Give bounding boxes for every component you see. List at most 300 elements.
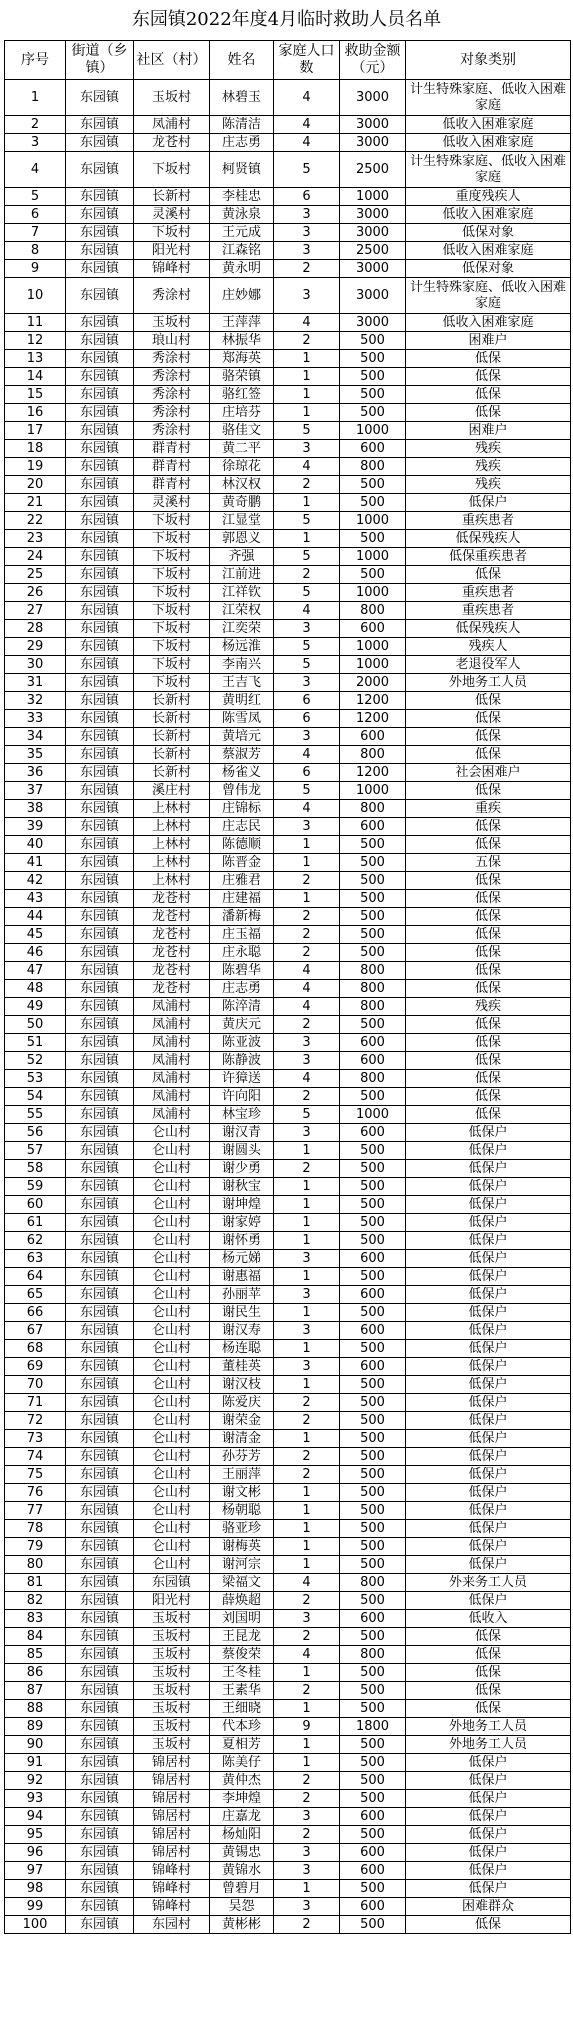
cell-community: 锦居村 xyxy=(134,1754,210,1772)
cell-index: 21 xyxy=(5,494,66,512)
cell-community: 仑山村 xyxy=(134,1124,210,1142)
cell-amount: 600 xyxy=(340,1808,406,1826)
cell-street: 东园镇 xyxy=(66,1754,134,1772)
cell-street: 东园镇 xyxy=(66,872,134,890)
cell-index: 54 xyxy=(5,1088,66,1106)
cell-community: 秀涂村 xyxy=(134,386,210,404)
table-row xyxy=(5,638,571,656)
table-row xyxy=(5,1196,571,1214)
table-row xyxy=(5,1448,571,1466)
cell-amount: 500 xyxy=(340,1916,406,1934)
cell-name: 骆亚珍 xyxy=(210,1520,274,1538)
cell-index: 56 xyxy=(5,1124,66,1142)
cell-family-size: 4 xyxy=(274,458,340,476)
cell-category: 低保户 xyxy=(406,1880,571,1898)
cell-category: 低保 xyxy=(406,836,571,854)
cell-amount: 500 xyxy=(340,1538,406,1556)
cell-family-size: 2 xyxy=(274,1790,340,1808)
cell-family-size: 4 xyxy=(274,746,340,764)
cell-community: 上林村 xyxy=(134,818,210,836)
cell-family-size: 2 xyxy=(274,1160,340,1178)
cell-index: 58 xyxy=(5,1160,66,1178)
cell-community: 锦居村 xyxy=(134,1808,210,1826)
cell-index: 66 xyxy=(5,1304,66,1322)
cell-street: 东园镇 xyxy=(66,1394,134,1412)
cell-street: 东园镇 xyxy=(66,674,134,692)
cell-amount: 600 xyxy=(340,1358,406,1376)
cell-family-size: 4 xyxy=(274,980,340,998)
cell-amount: 500 xyxy=(340,908,406,926)
cell-index: 44 xyxy=(5,908,66,926)
cell-category: 低保户 xyxy=(406,1142,571,1160)
cell-name: 谢家婷 xyxy=(210,1214,274,1232)
cell-index: 42 xyxy=(5,872,66,890)
cell-amount: 500 xyxy=(340,1088,406,1106)
cell-amount: 800 xyxy=(340,1646,406,1664)
cell-category: 低保对象 xyxy=(406,224,571,242)
cell-street: 东园镇 xyxy=(66,584,134,602)
cell-amount: 500 xyxy=(340,1754,406,1772)
cell-community: 秀涂村 xyxy=(134,404,210,422)
cell-category: 低保户 xyxy=(406,1286,571,1304)
cell-index: 94 xyxy=(5,1808,66,1826)
cell-street: 东园镇 xyxy=(66,1556,134,1574)
cell-index: 40 xyxy=(5,836,66,854)
table-row xyxy=(5,1214,571,1232)
cell-category: 低保 xyxy=(406,890,571,908)
cell-name: 黄明红 xyxy=(210,692,274,710)
cell-amount: 500 xyxy=(340,944,406,962)
cell-street: 东园镇 xyxy=(66,1898,134,1916)
cell-street: 东园镇 xyxy=(66,1700,134,1718)
table-row xyxy=(5,422,571,440)
cell-family-size: 9 xyxy=(274,1718,340,1736)
cell-community: 上林村 xyxy=(134,872,210,890)
table-row xyxy=(5,530,571,548)
table-body xyxy=(5,80,571,1934)
cell-community: 龙苍村 xyxy=(134,890,210,908)
cell-street: 东园镇 xyxy=(66,710,134,728)
cell-amount: 500 xyxy=(340,350,406,368)
cell-street: 东园镇 xyxy=(66,188,134,206)
cell-index: 46 xyxy=(5,944,66,962)
cell-family-size: 1 xyxy=(274,1268,340,1286)
cell-name: 庄志勇 xyxy=(210,134,274,152)
cell-name: 骆红签 xyxy=(210,386,274,404)
cell-category: 低保户 xyxy=(406,1340,571,1358)
cell-name: 庄玉福 xyxy=(210,926,274,944)
cell-street: 东园镇 xyxy=(66,1196,134,1214)
cell-index: 36 xyxy=(5,764,66,782)
cell-name: 庄建福 xyxy=(210,890,274,908)
cell-community: 凤浦村 xyxy=(134,1088,210,1106)
cell-index: 25 xyxy=(5,566,66,584)
cell-street: 东园镇 xyxy=(66,944,134,962)
cell-community: 凤浦村 xyxy=(134,1016,210,1034)
cell-community: 群青村 xyxy=(134,440,210,458)
cell-index: 48 xyxy=(5,980,66,998)
cell-name: 黄彬彬 xyxy=(210,1916,274,1934)
cell-category: 计生特殊家庭、低收入困难家庭 xyxy=(406,152,571,188)
cell-name: 黄泳泉 xyxy=(210,206,274,224)
cell-name: 王素华 xyxy=(210,1682,274,1700)
cell-name: 骆荣镇 xyxy=(210,368,274,386)
cell-community: 仑山村 xyxy=(134,1250,210,1268)
cell-index: 62 xyxy=(5,1232,66,1250)
cell-family-size: 1 xyxy=(274,1340,340,1358)
table-row xyxy=(5,332,571,350)
cell-family-size: 1 xyxy=(274,386,340,404)
cell-community: 仑山村 xyxy=(134,1376,210,1394)
cell-amount: 600 xyxy=(340,620,406,638)
cell-community: 上林村 xyxy=(134,836,210,854)
cell-family-size: 3 xyxy=(274,674,340,692)
cell-community: 下坂村 xyxy=(134,566,210,584)
table-row xyxy=(5,1322,571,1340)
cell-family-size: 3 xyxy=(274,1250,340,1268)
table-row xyxy=(5,242,571,260)
table-row xyxy=(5,872,571,890)
cell-amount: 1000 xyxy=(340,422,406,440)
cell-street: 东园镇 xyxy=(66,854,134,872)
cell-street: 东园镇 xyxy=(66,80,134,116)
cell-street: 东园镇 xyxy=(66,980,134,998)
cell-name: 黄培元 xyxy=(210,728,274,746)
cell-index: 51 xyxy=(5,1034,66,1052)
cell-street: 东园镇 xyxy=(66,1088,134,1106)
cell-community: 灵溪村 xyxy=(134,206,210,224)
header-community: 社区（村） xyxy=(134,41,210,80)
cell-street: 东园镇 xyxy=(66,1592,134,1610)
table-row xyxy=(5,1412,571,1430)
cell-family-size: 1 xyxy=(274,890,340,908)
table-row xyxy=(5,1898,571,1916)
cell-index: 84 xyxy=(5,1628,66,1646)
cell-family-size: 4 xyxy=(274,80,340,116)
cell-community: 长新村 xyxy=(134,728,210,746)
cell-community: 玉坂村 xyxy=(134,314,210,332)
cell-street: 东园镇 xyxy=(66,512,134,530)
table-row xyxy=(5,206,571,224)
table-row xyxy=(5,1538,571,1556)
cell-index: 37 xyxy=(5,782,66,800)
cell-street: 东园镇 xyxy=(66,440,134,458)
cell-street: 东园镇 xyxy=(66,818,134,836)
cell-name: 谢少勇 xyxy=(210,1160,274,1178)
cell-category: 低保 xyxy=(406,1664,571,1682)
cell-category: 低保 xyxy=(406,1646,571,1664)
cell-community: 锦居村 xyxy=(134,1790,210,1808)
cell-amount: 3000 xyxy=(340,206,406,224)
cell-family-size: 3 xyxy=(274,1034,340,1052)
cell-community: 仑山村 xyxy=(134,1484,210,1502)
cell-index: 31 xyxy=(5,674,66,692)
cell-index: 80 xyxy=(5,1556,66,1574)
cell-category: 低收入 xyxy=(406,1610,571,1628)
table-row xyxy=(5,620,571,638)
cell-name: 庄培芬 xyxy=(210,404,274,422)
cell-family-size: 2 xyxy=(274,476,340,494)
cell-name: 许向阳 xyxy=(210,1088,274,1106)
cell-category: 低保 xyxy=(406,962,571,980)
cell-family-size: 2 xyxy=(274,1592,340,1610)
table-row xyxy=(5,710,571,728)
cell-amount: 1800 xyxy=(340,1718,406,1736)
cell-category: 低保 xyxy=(406,368,571,386)
cell-amount: 500 xyxy=(340,1826,406,1844)
cell-category: 低保 xyxy=(406,908,571,926)
cell-name: 陈清洁 xyxy=(210,116,274,134)
cell-family-size: 1 xyxy=(274,1754,340,1772)
table-row xyxy=(5,1574,571,1592)
cell-amount: 500 xyxy=(340,1394,406,1412)
cell-index: 86 xyxy=(5,1664,66,1682)
cell-family-size: 1 xyxy=(274,1484,340,1502)
cell-amount: 500 xyxy=(340,1700,406,1718)
table-row xyxy=(5,440,571,458)
cell-index: 20 xyxy=(5,476,66,494)
cell-amount: 600 xyxy=(340,1124,406,1142)
table-row xyxy=(5,1178,571,1196)
cell-category: 外地务工人员 xyxy=(406,674,571,692)
cell-name: 林汉权 xyxy=(210,476,274,494)
cell-name: 陈爱庆 xyxy=(210,1394,274,1412)
cell-amount: 3000 xyxy=(340,80,406,116)
cell-community: 仑山村 xyxy=(134,1412,210,1430)
cell-category: 困难群众 xyxy=(406,1898,571,1916)
cell-street: 东园镇 xyxy=(66,242,134,260)
cell-category: 低保户 xyxy=(406,1232,571,1250)
cell-index: 13 xyxy=(5,350,66,368)
cell-name: 陈美仔 xyxy=(210,1754,274,1772)
cell-amount: 3000 xyxy=(340,134,406,152)
cell-community: 仑山村 xyxy=(134,1538,210,1556)
cell-family-size: 1 xyxy=(274,530,340,548)
cell-amount: 500 xyxy=(340,530,406,548)
cell-amount: 600 xyxy=(340,1898,406,1916)
cell-amount: 800 xyxy=(340,1574,406,1592)
cell-street: 东园镇 xyxy=(66,890,134,908)
cell-amount: 1000 xyxy=(340,512,406,530)
cell-name: 陈碧华 xyxy=(210,962,274,980)
cell-family-size: 3 xyxy=(274,1052,340,1070)
table-row xyxy=(5,728,571,746)
table-row xyxy=(5,1286,571,1304)
cell-street: 东园镇 xyxy=(66,1142,134,1160)
cell-community: 下坂村 xyxy=(134,530,210,548)
table-header-row xyxy=(5,41,571,80)
table-row xyxy=(5,836,571,854)
cell-category: 低保户 xyxy=(406,1304,571,1322)
table-row xyxy=(5,1124,571,1142)
cell-category: 重疾 xyxy=(406,800,571,818)
cell-family-size: 5 xyxy=(274,656,340,674)
cell-community: 玉坂村 xyxy=(134,1646,210,1664)
cell-family-size: 3 xyxy=(274,1862,340,1880)
cell-amount: 500 xyxy=(340,1664,406,1682)
cell-name: 谢坤煌 xyxy=(210,1196,274,1214)
cell-amount: 1000 xyxy=(340,584,406,602)
cell-index: 68 xyxy=(5,1340,66,1358)
cell-community: 仑山村 xyxy=(134,1520,210,1538)
cell-amount: 500 xyxy=(340,1016,406,1034)
cell-index: 75 xyxy=(5,1466,66,1484)
cell-amount: 1000 xyxy=(340,656,406,674)
cell-name: 薛焕超 xyxy=(210,1592,274,1610)
cell-name: 庄妙娜 xyxy=(210,278,274,314)
cell-name: 黄奇鹏 xyxy=(210,494,274,512)
cell-community: 锦峰村 xyxy=(134,260,210,278)
cell-street: 东园镇 xyxy=(66,1628,134,1646)
cell-community: 仑山村 xyxy=(134,1160,210,1178)
cell-category: 低保 xyxy=(406,980,571,998)
cell-family-size: 3 xyxy=(274,206,340,224)
cell-amount: 500 xyxy=(340,1772,406,1790)
table-row xyxy=(5,1754,571,1772)
cell-amount: 1200 xyxy=(340,710,406,728)
table-row xyxy=(5,1268,571,1286)
cell-amount: 1000 xyxy=(340,548,406,566)
cell-name: 陈雪凤 xyxy=(210,710,274,728)
cell-street: 东园镇 xyxy=(66,368,134,386)
cell-name: 黄仲杰 xyxy=(210,1772,274,1790)
cell-category: 低保户 xyxy=(406,1484,571,1502)
cell-amount: 800 xyxy=(340,962,406,980)
cell-street: 东园镇 xyxy=(66,926,134,944)
cell-amount: 500 xyxy=(340,1628,406,1646)
cell-category: 低保户 xyxy=(406,1268,571,1286)
cell-index: 49 xyxy=(5,998,66,1016)
cell-index: 14 xyxy=(5,368,66,386)
cell-family-size: 6 xyxy=(274,692,340,710)
cell-street: 东园镇 xyxy=(66,1106,134,1124)
cell-family-size: 4 xyxy=(274,602,340,620)
cell-community: 玉坂村 xyxy=(134,1628,210,1646)
cell-name: 谢清金 xyxy=(210,1430,274,1448)
cell-family-size: 1 xyxy=(274,854,340,872)
cell-family-size: 1 xyxy=(274,1376,340,1394)
header-index: 序号 xyxy=(5,41,66,80)
table-row xyxy=(5,116,571,134)
cell-family-size: 2 xyxy=(274,1088,340,1106)
cell-category: 低保 xyxy=(406,350,571,368)
cell-index: 43 xyxy=(5,890,66,908)
cell-index: 82 xyxy=(5,1592,66,1610)
cell-street: 东园镇 xyxy=(66,1160,134,1178)
table-row xyxy=(5,1610,571,1628)
cell-family-size: 3 xyxy=(274,1124,340,1142)
cell-community: 东园村 xyxy=(134,1916,210,1934)
cell-category: 低保 xyxy=(406,1628,571,1646)
cell-amount: 500 xyxy=(340,1592,406,1610)
cell-name: 吴怨 xyxy=(210,1898,274,1916)
cell-community: 仑山村 xyxy=(134,1232,210,1250)
cell-index: 55 xyxy=(5,1106,66,1124)
cell-index: 2 xyxy=(5,116,66,134)
cell-street: 东园镇 xyxy=(66,764,134,782)
cell-name: 庄雅君 xyxy=(210,872,274,890)
cell-amount: 800 xyxy=(340,746,406,764)
cell-amount: 600 xyxy=(340,1844,406,1862)
cell-amount: 500 xyxy=(340,1160,406,1178)
cell-category: 外地务工人员 xyxy=(406,1718,571,1736)
header-name: 姓名 xyxy=(210,41,274,80)
table-row xyxy=(5,1916,571,1934)
cell-index: 17 xyxy=(5,422,66,440)
cell-community: 上林村 xyxy=(134,854,210,872)
cell-family-size: 3 xyxy=(274,1322,340,1340)
cell-index: 12 xyxy=(5,332,66,350)
cell-category: 低保 xyxy=(406,944,571,962)
cell-category: 重度残疾人 xyxy=(406,188,571,206)
cell-name: 潘新梅 xyxy=(210,908,274,926)
cell-index: 81 xyxy=(5,1574,66,1592)
cell-family-size: 2 xyxy=(274,1466,340,1484)
cell-name: 李坤煌 xyxy=(210,1790,274,1808)
cell-index: 29 xyxy=(5,638,66,656)
cell-name: 庄嘉龙 xyxy=(210,1808,274,1826)
cell-amount: 3000 xyxy=(340,260,406,278)
cell-index: 11 xyxy=(5,314,66,332)
cell-family-size: 5 xyxy=(274,152,340,188)
cell-category: 低保户 xyxy=(406,1448,571,1466)
cell-category: 老退役军人 xyxy=(406,656,571,674)
cell-family-size: 2 xyxy=(274,1826,340,1844)
cell-category: 低保 xyxy=(406,1052,571,1070)
table-row xyxy=(5,1394,571,1412)
cell-community: 秀涂村 xyxy=(134,368,210,386)
table-row xyxy=(5,1772,571,1790)
cell-community: 上林村 xyxy=(134,800,210,818)
cell-street: 东园镇 xyxy=(66,314,134,332)
table-row xyxy=(5,1808,571,1826)
cell-index: 22 xyxy=(5,512,66,530)
cell-amount: 800 xyxy=(340,1070,406,1088)
cell-family-size: 2 xyxy=(274,1772,340,1790)
cell-index: 88 xyxy=(5,1700,66,1718)
cell-category: 残疾人 xyxy=(406,638,571,656)
cell-community: 仑山村 xyxy=(134,1358,210,1376)
cell-street: 东园镇 xyxy=(66,404,134,422)
cell-street: 东园镇 xyxy=(66,1880,134,1898)
cell-name: 陈德顺 xyxy=(210,836,274,854)
table-row xyxy=(5,818,571,836)
cell-community: 下坂村 xyxy=(134,152,210,188)
cell-category: 低保户 xyxy=(406,1178,571,1196)
cell-index: 34 xyxy=(5,728,66,746)
cell-community: 仑山村 xyxy=(134,1142,210,1160)
cell-category: 低保户 xyxy=(406,1358,571,1376)
cell-street: 东园镇 xyxy=(66,1610,134,1628)
table-row xyxy=(5,476,571,494)
table-row xyxy=(5,1880,571,1898)
cell-family-size: 4 xyxy=(274,800,340,818)
cell-name: 黄永明 xyxy=(210,260,274,278)
cell-category: 残疾 xyxy=(406,998,571,1016)
cell-amount: 500 xyxy=(340,1430,406,1448)
cell-community: 长新村 xyxy=(134,710,210,728)
cell-street: 东园镇 xyxy=(66,602,134,620)
cell-community: 仑山村 xyxy=(134,1394,210,1412)
cell-category: 低保 xyxy=(406,1700,571,1718)
cell-index: 28 xyxy=(5,620,66,638)
cell-family-size: 3 xyxy=(274,440,340,458)
cell-index: 63 xyxy=(5,1250,66,1268)
table-row xyxy=(5,944,571,962)
document-title: 东园镇2022年度4月临时救助人员名单 xyxy=(131,9,442,30)
cell-street: 东园镇 xyxy=(66,1916,134,1934)
table-row xyxy=(5,566,571,584)
